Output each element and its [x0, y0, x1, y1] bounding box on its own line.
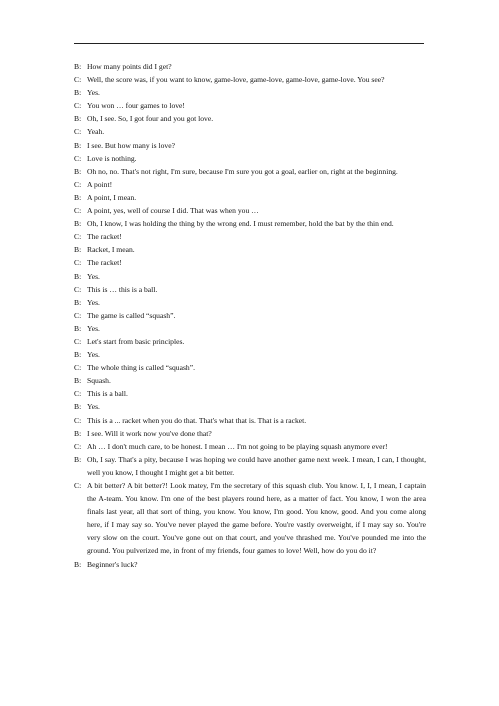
dialogue-line [74, 270, 426, 283]
speaker-label: C: [74, 336, 82, 346]
dialogue-line [74, 191, 426, 204]
dialogue-text: Yes. [87, 323, 100, 333]
speaker-label: B: [74, 114, 82, 124]
dialogue-line [74, 125, 426, 138]
speaker-label: C: [74, 441, 82, 451]
speaker-label: C: [74, 389, 82, 399]
dialogue-line [74, 99, 426, 112]
dialogue-text: The game is called “squash”. [87, 310, 176, 320]
dialogue-line [74, 479, 426, 558]
dialogue-text: A bit better? A bit better?! Look matey, I'm the secretary of this squash club. You know. I, I, I mean, I captain the A-team. You know. I'm one of the best players round here, as a matter of fact. You know, I won the area finals last year, all that sort of thing, you know. You know, I'm good. You know, good. And you come along here, if I may say so. You've never played the game before. You're vastly overweight, if I may say so. You're very slow on the court. You've gone out on that court, and you've thrashed me. You've pounded me into the ground. You pulverized me, in front of my friends, four games to love! Well, how do you do it? [87, 481, 426, 556]
dialogue-line [74, 256, 426, 269]
speaker-label: B: [74, 297, 82, 307]
dialogue-text: The whole thing is called “squash”. [87, 363, 195, 373]
dialogue-line [74, 374, 426, 387]
speaker-label: B: [74, 88, 82, 98]
dialogue-text: Squash. [87, 376, 111, 386]
dialogue-line [74, 60, 426, 73]
dialogue-text: Yes. [87, 350, 100, 360]
speaker-label: C: [74, 481, 82, 490]
dialogue-line [74, 440, 426, 453]
dialogue-text: The racket! [87, 232, 122, 242]
dialogue-line [74, 283, 426, 296]
dialogue-line [74, 387, 426, 400]
dialogue-text: I see. But how many is love? [87, 140, 175, 150]
dialogue-text: I see. Will it work now you've done that? [87, 428, 212, 438]
dialogue-text: A point! [87, 179, 113, 189]
speaker-label: B: [74, 219, 82, 229]
dialogue-line [74, 335, 426, 348]
speaker-label: B: [74, 62, 82, 71]
speaker-label: C: [74, 75, 82, 85]
speaker-label: B: [74, 402, 82, 412]
speaker-label: B: [74, 140, 82, 150]
speaker-label: B: [74, 376, 82, 386]
dialogue-line [74, 178, 426, 191]
dialogue-text: Racket, I mean. [87, 245, 135, 255]
dialogue-text: You won … four games to love! [87, 101, 185, 111]
dialogue-text: Oh, I know, I was holding the thing by the wrong end. I must remember, hold the bat by the thin end. [87, 219, 394, 229]
dialogue-line [74, 112, 426, 125]
dialogue-line [74, 414, 426, 427]
speaker-label: B: [74, 428, 82, 438]
speaker-label: C: [74, 284, 82, 294]
header-rule [74, 43, 424, 44]
speaker-label: B: [74, 192, 82, 202]
dialogue-line [74, 152, 426, 165]
dialogue-text: A point, yes, well of course I did. That was when you … [87, 206, 259, 216]
speaker-label: C: [74, 101, 82, 111]
speaker-label: C: [74, 127, 82, 137]
dialogue-text: Ah … I don't much care, to be honest. I mean … I'm not going to be playing squash anymore ever! [87, 441, 388, 451]
dialogue-text: The racket! [87, 258, 122, 268]
speaker-label: B: [74, 323, 82, 333]
speaker-label: B: [74, 454, 82, 464]
dialogue-text: Oh no, no. That's not right, I'm sure, because I'm sure you got a goal, earlier on, right at the beginning. [87, 166, 398, 176]
speaker-label: C: [74, 415, 82, 425]
speaker-label: C: [74, 258, 82, 268]
dialogue-transcript [74, 60, 426, 571]
speaker-label: B: [74, 166, 82, 176]
dialogue-line [74, 165, 426, 178]
dialogue-line [74, 243, 426, 256]
dialogue-line [74, 361, 426, 374]
dialogue-line [74, 86, 426, 99]
dialogue-text: Yes. [87, 271, 100, 281]
speaker-label: C: [74, 179, 82, 189]
dialogue-line [74, 558, 426, 571]
dialogue-text: Yeah. [87, 127, 105, 137]
speaker-label: C: [74, 232, 82, 242]
speaker-label: B: [74, 350, 82, 360]
dialogue-text: Yes. [87, 402, 100, 412]
speaker-label: C: [74, 363, 82, 373]
dialogue-line [74, 217, 426, 230]
speaker-label: B: [74, 271, 82, 281]
dialogue-text: Oh, I see. So, I got four and you got love. [87, 114, 214, 124]
dialogue-text: Well, the score was, if you want to know, game-love, game-love, game-love, game-love. You see? [87, 75, 385, 85]
dialogue-line [74, 427, 426, 440]
dialogue-text: Yes. [87, 88, 100, 98]
speaker-label: B: [74, 559, 82, 569]
dialogue-line [74, 348, 426, 361]
dialogue-text: Oh, I say. That's a pity, because I was hoping we could have another game next week. I mean, I can, I thought, well you know, I thought I might get a bit better. [87, 454, 426, 477]
dialogue-line [74, 204, 426, 217]
dialogue-text: A point, I mean. [87, 192, 137, 202]
dialogue-text: Love is nothing. [87, 153, 137, 163]
dialogue-text: This is a ... racket when you do that. That's what that is. That is a racket. [87, 415, 307, 425]
dialogue-text: Let's start from basic principles. [87, 336, 185, 346]
speaker-label: C: [74, 310, 82, 320]
dialogue-line [74, 296, 426, 309]
dialogue-line [74, 73, 426, 86]
speaker-label: C: [74, 206, 82, 216]
dialogue-text: Yes. [87, 297, 100, 307]
dialogue-line [74, 400, 426, 413]
speaker-label: B: [74, 245, 82, 255]
dialogue-line [74, 139, 426, 152]
dialogue-text: How many points did I get? [87, 62, 172, 71]
dialogue-text: Beginner's luck? [87, 559, 138, 569]
dialogue-line [74, 453, 426, 479]
dialogue-text: This is a ball. [87, 389, 128, 399]
speaker-label: C: [74, 153, 82, 163]
dialogue-line [74, 309, 426, 322]
dialogue-line [74, 322, 426, 335]
dialogue-text: This is … this is a ball. [87, 284, 158, 294]
dialogue-line [74, 230, 426, 243]
